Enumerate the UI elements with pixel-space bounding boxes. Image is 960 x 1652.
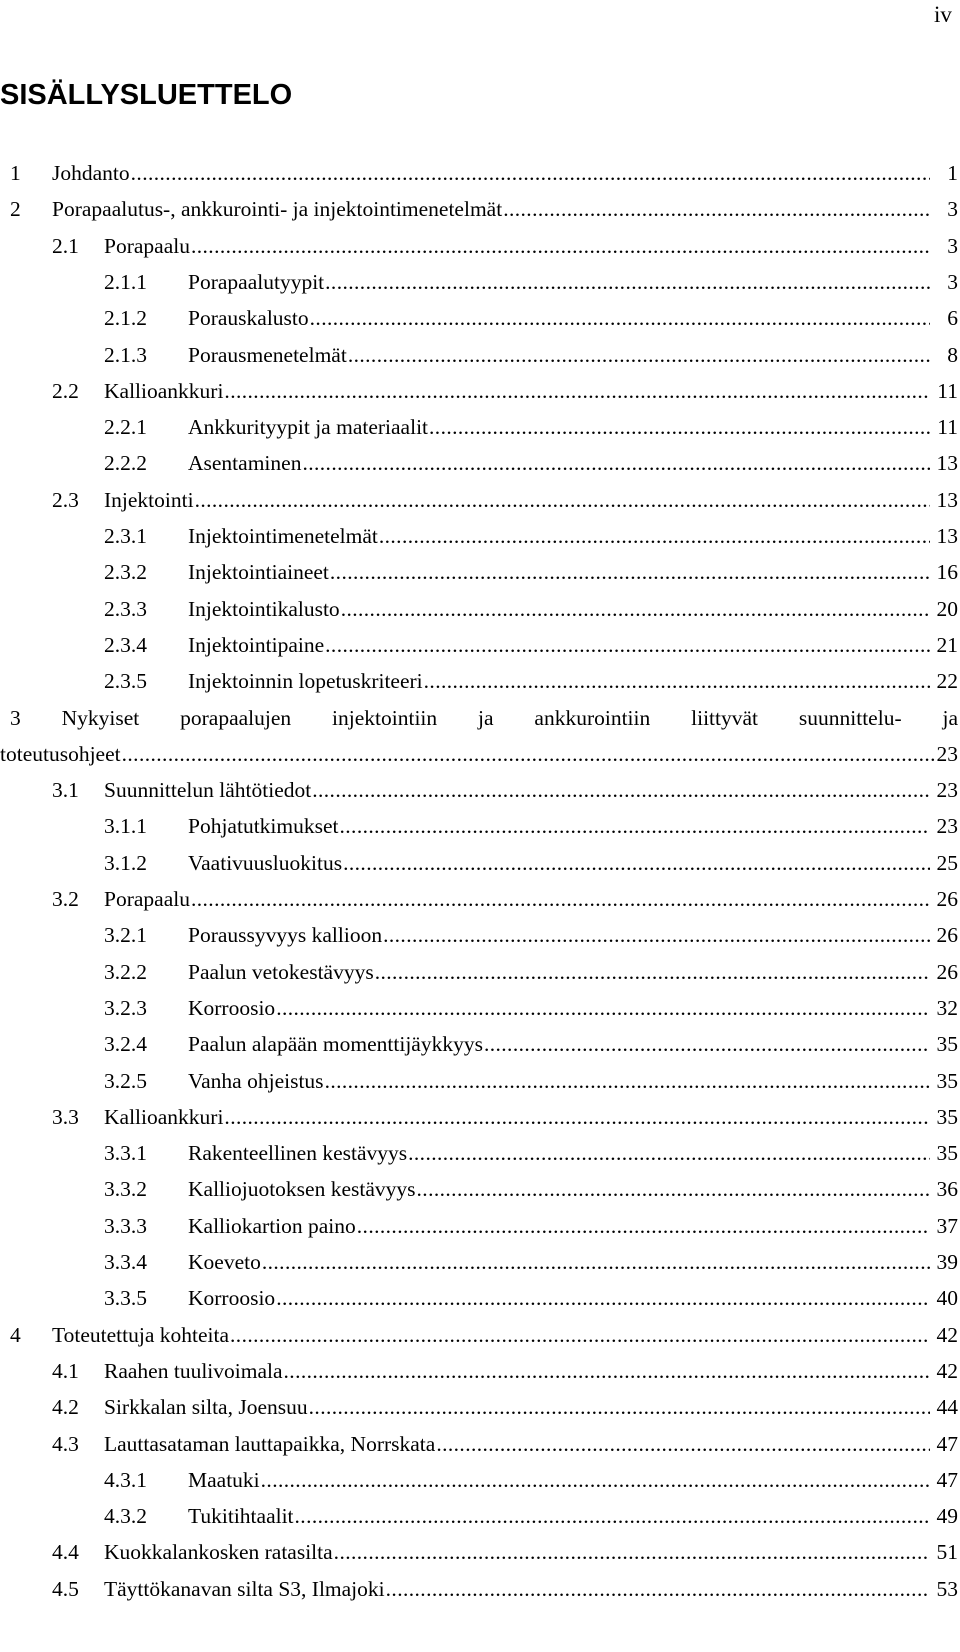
- toc-entry-page: 32: [935, 990, 959, 1026]
- dot-leader: [295, 1498, 930, 1534]
- toc-entry-title: Poraussyvyys kallioon: [188, 917, 383, 953]
- toc-entry-title: Maatuki: [188, 1462, 261, 1498]
- dot-leader: [386, 1571, 930, 1607]
- toc-entry-page: 25: [935, 845, 959, 881]
- toc-entry[interactable]: [0, 1571, 960, 1607]
- toc-entry-number: 4.2: [52, 1395, 79, 1420]
- toc-entry-page: 26: [935, 881, 959, 917]
- toc-entry-title: Injektointiaineet: [188, 554, 330, 590]
- dot-leader: [224, 373, 930, 409]
- toc-entry[interactable]: [0, 663, 960, 699]
- toc-entry-number: 4.3.2: [104, 1504, 147, 1529]
- dot-leader: [191, 881, 930, 917]
- dot-leader: [261, 1462, 930, 1498]
- toc-entry[interactable]: [0, 1498, 960, 1534]
- toc-entry-title: Rakenteellinen kestävyys: [188, 1135, 408, 1171]
- toc-entry-line: [10, 700, 958, 736]
- page-number: iv: [934, 2, 952, 27]
- toc-entry-title: Porapaalu: [104, 228, 191, 264]
- toc-entry-page: 36: [935, 1171, 959, 1207]
- toc-entry-title: Porausmenetelmät: [188, 337, 348, 373]
- toc-entry-page: 22: [935, 663, 959, 699]
- toc-entry[interactable]: [0, 373, 960, 409]
- toc-entry-page: 13: [935, 482, 959, 518]
- toc-entry-page: 13: [935, 518, 959, 554]
- toc-entry-page: 47: [935, 1462, 959, 1498]
- toc-entry[interactable]: [0, 1171, 960, 1207]
- toc-entry-number: 3.1.2: [104, 850, 147, 875]
- toc-entry-page: 6: [945, 300, 958, 336]
- toc-entry-page: 11: [935, 373, 958, 409]
- toc-entry-number: 1: [10, 161, 21, 185]
- dot-leader: [325, 1063, 930, 1099]
- toc-entry-page: 21: [935, 627, 959, 663]
- toc-entry-page: 42: [935, 1317, 959, 1353]
- toc-entry-number: 4.3: [52, 1431, 79, 1456]
- toc-entry-number: 3.2.3: [104, 995, 147, 1020]
- toc-entry-title: Porapaalu: [104, 881, 191, 917]
- toc-entry-page: 1: [945, 155, 958, 191]
- toc-entry-number: 4: [10, 1322, 21, 1347]
- toc-entry-page: 16: [935, 554, 959, 590]
- toc-entry[interactable]: [0, 300, 960, 336]
- dot-leader: [325, 627, 930, 663]
- toc-entry-number: 3.2.2: [104, 959, 147, 984]
- dot-leader: [348, 337, 930, 373]
- dot-leader: [191, 228, 930, 264]
- toc-entry[interactable]: [0, 1026, 960, 1062]
- toc-entry-number: 2.3.5: [104, 669, 147, 694]
- toc-entry-title: Asentaminen: [188, 445, 302, 481]
- toc-entry[interactable]: [0, 1317, 960, 1353]
- dot-leader: [195, 482, 930, 518]
- toc-entry[interactable]: [0, 482, 960, 518]
- toc-entry[interactable]: [0, 1389, 960, 1425]
- toc-entry-page: 13: [935, 445, 959, 481]
- toc-entry-number: 3.2.5: [104, 1068, 147, 1093]
- dot-leader: [375, 954, 930, 990]
- toc-entry-title: Porauskalusto: [188, 300, 310, 336]
- dot-leader: [309, 1389, 930, 1425]
- toc-entry-number: 2.3.2: [104, 560, 147, 585]
- toc-entry-page: 8: [945, 337, 958, 373]
- toc-entry-page: 23: [935, 772, 959, 808]
- dot-leader: [340, 808, 931, 844]
- toc-entry[interactable]: [0, 627, 960, 663]
- toc-entry-title: Vanha ohjeistus: [188, 1063, 325, 1099]
- toc-entry-title: Porapaalutus-, ankkurointi- ja injektointimenetelmät: [52, 191, 503, 227]
- toc-entry-number: 4.3.1: [104, 1467, 147, 1492]
- toc-entry-title: Injektointi: [104, 482, 195, 518]
- toc-entry-title: Kalliokartion paino: [188, 1208, 357, 1244]
- toc-entry-title: Paalun alapään momenttijäykkyys: [188, 1026, 484, 1062]
- toc-entry-title: Vaativuusluokitus: [188, 845, 343, 881]
- toc-entry-page: 23: [935, 736, 959, 772]
- toc-entry-title: Kallioankkuri: [104, 373, 224, 409]
- toc-entry-page: 3: [945, 191, 958, 227]
- toc-entry-page: 51: [935, 1534, 959, 1570]
- toc-entry-number: 3.3.1: [104, 1141, 147, 1166]
- toc-entry-page: 44: [935, 1389, 959, 1425]
- toc-entry-number: 2.1: [52, 233, 79, 258]
- dot-leader: [417, 1171, 930, 1207]
- toc-entry-title: Koeveto: [188, 1244, 262, 1280]
- toc-entry[interactable]: [0, 808, 960, 844]
- toc-entry-title: Injektoinnin lopetuskriteeri: [188, 663, 424, 699]
- toc-entry-title: Tukitihtaalit: [188, 1498, 295, 1534]
- toc-entry-number: 2.3.3: [104, 596, 147, 621]
- dot-leader: [379, 518, 930, 554]
- dot-leader: [484, 1026, 930, 1062]
- toc-entry[interactable]: [0, 445, 960, 481]
- toc-entry[interactable]: [0, 1244, 960, 1280]
- toc-entry-page: 20: [935, 591, 959, 627]
- toc-entry-number: 2.3.4: [104, 632, 147, 657]
- toc-entry-title: Täyttökanavan silta S3, Ilmajoki: [104, 1571, 386, 1607]
- toc-entry-page: 11: [935, 409, 958, 445]
- toc-entry-title: Kallioankkuri: [104, 1099, 224, 1135]
- toc-entry-number: 3.1: [52, 778, 79, 803]
- toc-entry-title: Kalliojuotoksen kestävyys: [188, 1171, 417, 1207]
- dot-leader: [408, 1135, 930, 1171]
- toc-entry-continuation[interactable]: [0, 736, 960, 772]
- toc-entry[interactable]: [0, 518, 960, 554]
- toc-entry-title: Toteutettuja kohteita: [52, 1317, 230, 1353]
- toc-entry[interactable]: [0, 990, 960, 1026]
- toc-entry-number: 2.2.2: [104, 451, 147, 476]
- toc-entry-number: 3.2.1: [104, 923, 147, 948]
- toc-entry[interactable]: [0, 1426, 960, 1462]
- dot-leader: [357, 1208, 930, 1244]
- toc-entry-page: 40: [935, 1280, 959, 1316]
- toc-entry-page: 35: [935, 1063, 959, 1099]
- toc-entry-number: 3.3: [52, 1104, 79, 1129]
- toc-entry[interactable]: [0, 1534, 960, 1570]
- toc-entry-number: 3: [10, 705, 21, 730]
- dot-leader: [330, 554, 930, 590]
- toc-entry-number: 2.1.1: [104, 269, 147, 294]
- toc-entry-number: 4.5: [52, 1576, 79, 1601]
- toc-entry[interactable]: [0, 881, 960, 917]
- dot-leader: [325, 264, 930, 300]
- toc-entry-page: 37: [935, 1208, 959, 1244]
- dot-leader: [122, 736, 958, 772]
- toc-entry-page: 26: [935, 917, 959, 953]
- toc-entry-page: 39: [935, 1244, 959, 1280]
- toc-entry[interactable]: [0, 191, 960, 227]
- toc-entry-title: Sirkkalan silta, Joensuu: [104, 1389, 309, 1425]
- toc-entry-page: 49: [935, 1498, 959, 1534]
- toc-entry-page: 53: [935, 1571, 959, 1607]
- toc-entry[interactable]: [0, 1353, 960, 1389]
- toc-entry-number: 3.3.3: [104, 1213, 147, 1238]
- toc-entry-number: 3.2.4: [104, 1032, 147, 1057]
- toc-entry-title: Suunnittelun lähtötiedot: [104, 772, 312, 808]
- dot-leader: [424, 663, 930, 699]
- toc-entry-title: Raahen tuulivoimala: [104, 1353, 284, 1389]
- dot-leader: [224, 1099, 930, 1135]
- toc-entry[interactable]: [0, 1063, 960, 1099]
- toc-entry-number: 2.1.3: [104, 342, 147, 367]
- toc-entry-title: Lauttasataman lauttapaikka, Norrskata: [104, 1426, 436, 1462]
- toc-entry-number: 2.3.1: [104, 524, 147, 548]
- dot-leader: [302, 445, 930, 481]
- dot-leader: [284, 1353, 930, 1389]
- toc-entry[interactable]: [0, 591, 960, 627]
- toc-entry-title: Porapaalutyypit: [188, 264, 325, 300]
- toc-entry-title: Korroosio: [188, 1280, 276, 1316]
- toc-entry-page: 35: [935, 1135, 959, 1171]
- dot-leader: [276, 990, 930, 1026]
- toc-entry[interactable]: [0, 554, 960, 590]
- dot-leader: [343, 845, 930, 881]
- toc-entry-number: 3.3.2: [104, 1177, 147, 1202]
- dot-leader: [230, 1317, 930, 1353]
- toc-entry-title: Pohjatutkimukset: [188, 808, 340, 844]
- toc-entry-number: 3.2: [52, 887, 79, 911]
- toc-entry[interactable]: [0, 409, 960, 445]
- toc-entry-page: 35: [935, 1026, 959, 1062]
- page-title: SISÄLLYSLUETTELO: [0, 79, 293, 111]
- toc-entry[interactable]: [0, 228, 960, 264]
- toc-entry[interactable]: [0, 700, 960, 736]
- toc-entry-page: 23: [935, 808, 959, 844]
- toc-entry-title: Ankkurityypit ja materiaalit: [188, 409, 429, 445]
- toc-entry-title: Nykyiset porapaalujen injektointiin ja ankkurointiin liittyvät suunnittelu- ja: [61, 705, 958, 730]
- toc-entry[interactable]: [0, 1462, 960, 1498]
- dot-leader: [503, 191, 930, 227]
- toc-entry-number: 2.3: [52, 487, 79, 512]
- toc-entry[interactable]: [0, 337, 960, 373]
- dot-leader: [131, 155, 930, 191]
- toc-entry-page: 26: [935, 954, 959, 990]
- toc-entry-title: Johdanto: [52, 155, 131, 191]
- dot-leader: [429, 409, 930, 445]
- toc-entry-page: 42: [935, 1353, 959, 1389]
- toc-entry-title: Kuokkalankosken ratasilta: [104, 1534, 334, 1570]
- toc-entry-number: 4.4: [52, 1540, 79, 1565]
- toc-entry-page: 47: [935, 1426, 959, 1462]
- toc-entry-title: Injektointipaine: [188, 627, 325, 663]
- toc-entry[interactable]: [0, 772, 960, 808]
- toc-entry[interactable]: [0, 1208, 960, 1244]
- dot-leader: [341, 591, 930, 627]
- toc-entry-number: 2.1.2: [104, 306, 147, 331]
- toc-entry-page: 35: [935, 1099, 959, 1135]
- dot-leader: [334, 1534, 930, 1570]
- toc-entry[interactable]: [0, 917, 960, 953]
- toc-entry-title: Korroosio: [188, 990, 276, 1026]
- dot-leader: [276, 1280, 930, 1316]
- toc-entry-page: 3: [945, 228, 958, 264]
- toc-entry[interactable]: [0, 1280, 960, 1316]
- dot-leader: [310, 300, 930, 336]
- toc-entry[interactable]: [0, 1135, 960, 1171]
- toc-entry-page: 3: [945, 264, 958, 300]
- toc-entry-title-continued: toteutusohjeet: [0, 736, 122, 772]
- toc-entry-title: Injektointikalusto: [188, 591, 341, 627]
- toc-entry-number: 3.3.4: [104, 1250, 147, 1274]
- dot-leader: [383, 917, 930, 953]
- toc-entry-title: Paalun vetokestävyys: [188, 954, 375, 990]
- dot-leader: [436, 1426, 930, 1462]
- toc-entry-number: 3.3.5: [104, 1286, 147, 1311]
- toc-entry-number: 3.1.1: [104, 814, 147, 839]
- toc-entry[interactable]: [0, 1099, 960, 1135]
- toc-entry-title: Injektointimenetelmät: [188, 518, 379, 554]
- toc-entry[interactable]: [0, 954, 960, 990]
- toc-entry[interactable]: [0, 264, 960, 300]
- toc-entry-number: 2.2: [52, 378, 79, 403]
- dot-leader: [262, 1244, 930, 1280]
- toc-entry-number: 2: [10, 197, 21, 222]
- toc-entry[interactable]: [0, 155, 960, 191]
- toc-entry[interactable]: [0, 845, 960, 881]
- toc-entry-number: 4.1: [52, 1358, 79, 1383]
- dot-leader: [312, 772, 930, 808]
- toc-entry-number: 2.2.1: [104, 415, 147, 440]
